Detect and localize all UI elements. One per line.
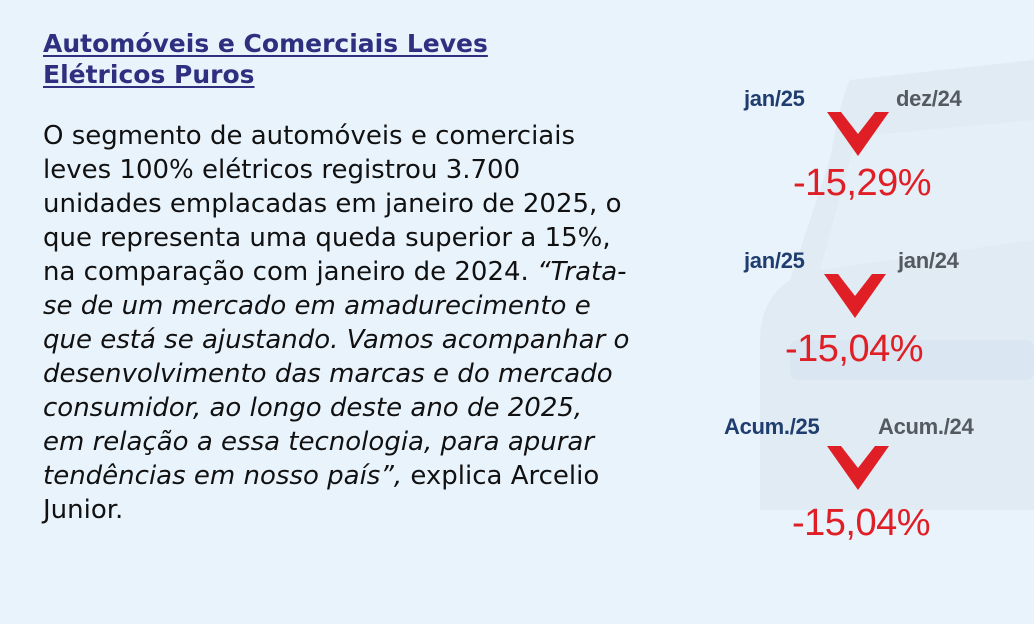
body-line xyxy=(43,187,683,221)
article-title-line-1: Automóveis e Comerciais Leves xyxy=(43,29,488,58)
body-text: O segmento de automóveis e comerciais xyxy=(43,121,575,151)
chevron-down-icon xyxy=(827,446,889,490)
body-text: Junior. xyxy=(43,495,124,525)
quote-text: em relação a essa tecnologia, para apurar xyxy=(43,427,595,457)
body-line xyxy=(43,153,683,187)
chevron-down-icon xyxy=(824,274,886,318)
comparison-previous-label: dez/24 xyxy=(896,86,962,111)
body-text: que representa uma queda superior a 15%, xyxy=(43,223,611,253)
body-text: leves 100% elétricos registrou 3.700 xyxy=(43,155,521,185)
quote-text: consumidor, ao longo deste ano de 2025, xyxy=(43,393,583,423)
body-line xyxy=(43,221,683,255)
comparison-jan25-dez24 xyxy=(720,86,1020,236)
body-line xyxy=(43,289,683,323)
chevron-down-icon xyxy=(827,112,889,156)
article-body xyxy=(43,119,683,527)
body-line xyxy=(43,255,683,289)
article-title-line-2: Elétricos Puros xyxy=(43,60,255,89)
body-line xyxy=(43,323,683,357)
quote-text: se de um mercado em amadurecimento e xyxy=(43,291,591,321)
comparison-previous-label: Acum./24 xyxy=(878,414,974,439)
comparison-current-label: jan/25 xyxy=(744,248,805,273)
body-text: na comparação com janeiro de 2024. xyxy=(43,257,538,287)
comparison-change-value: -15,04% xyxy=(792,502,931,544)
comparison-change-value: -15,04% xyxy=(785,328,924,370)
body-text: explica Arcelio xyxy=(402,461,600,491)
body-line xyxy=(43,391,683,425)
quote-text: “Trata- xyxy=(537,257,627,287)
quote-text: desenvolvimento das marcas e do mercado xyxy=(43,359,613,389)
comparison-previous-label: jan/24 xyxy=(898,248,959,273)
body-line xyxy=(43,493,683,527)
quote-text: que está se ajustando. Vamos acompanhar o xyxy=(43,325,630,355)
body-line xyxy=(43,425,683,459)
comparison-acum25-acum24 xyxy=(720,414,1020,564)
quote-text: tendências em nosso país”, xyxy=(43,461,403,491)
body-line xyxy=(43,357,683,391)
body-line xyxy=(43,459,683,493)
comparison-jan25-jan24 xyxy=(720,248,1020,398)
comparison-change-value: -15,29% xyxy=(793,162,932,204)
comparison-current-label: jan/25 xyxy=(744,86,805,111)
article-title xyxy=(43,28,603,90)
body-text: unidades emplacadas em janeiro de 2025, o xyxy=(43,189,622,219)
body-line xyxy=(43,119,683,153)
comparison-current-label: Acum./25 xyxy=(724,414,820,439)
